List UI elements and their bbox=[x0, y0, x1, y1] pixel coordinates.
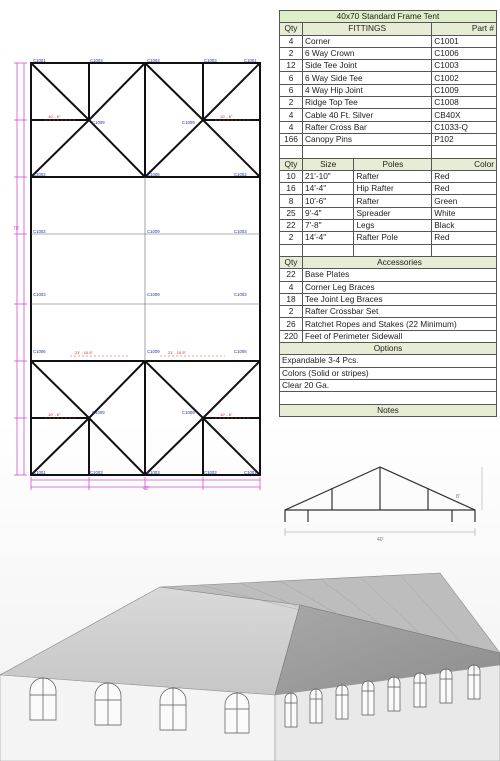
option-row bbox=[280, 379, 497, 391]
fitting-part: CB40X bbox=[432, 109, 497, 121]
pole-qty: 25 bbox=[280, 207, 303, 219]
accessory-qty: 220 bbox=[280, 330, 303, 342]
fitting-label: C1002 bbox=[33, 172, 46, 177]
spec-table bbox=[279, 10, 497, 417]
pole-name: Rafter bbox=[354, 170, 432, 182]
fitting-part: C1008 bbox=[432, 97, 497, 109]
fitting-qty: 166 bbox=[280, 133, 303, 145]
frame-plan-drawing bbox=[0, 0, 270, 490]
option-name: Colors (Solid or stripes) bbox=[280, 367, 497, 379]
fitting-name: 6 Way Side Tee bbox=[303, 72, 432, 84]
accessory-row bbox=[280, 281, 497, 293]
pole-length-label: 21' - 10.5" bbox=[75, 350, 93, 355]
fitting-part: C1006 bbox=[432, 47, 497, 59]
fitting-label: C1003 bbox=[90, 470, 103, 475]
arched-window bbox=[468, 665, 480, 699]
fitting-label: C1003 bbox=[204, 58, 217, 63]
fitting-label: C1009 bbox=[182, 410, 195, 415]
width-dimension-label: 40' bbox=[143, 486, 150, 490]
poles-header: Poles bbox=[354, 158, 432, 170]
arched-window bbox=[336, 685, 348, 719]
fitting-label: C1009 bbox=[147, 229, 160, 234]
fitting-row bbox=[280, 47, 497, 59]
fittings-header: FITTINGS bbox=[303, 23, 432, 35]
fitting-label: C1001 bbox=[33, 58, 46, 63]
fitting-label: C1003 bbox=[90, 58, 103, 63]
fitting-part: C1001 bbox=[432, 35, 497, 47]
pole-name: Hip Rafter bbox=[354, 183, 432, 195]
side-elevation-drawing bbox=[280, 462, 490, 552]
arched-window bbox=[414, 673, 426, 707]
accessory-qty: 4 bbox=[280, 281, 303, 293]
fitting-label: C1009 bbox=[147, 349, 160, 354]
option-row bbox=[280, 355, 497, 367]
pole-length-label: 10' - 6" bbox=[48, 412, 61, 417]
fitting-label: C1006 bbox=[147, 172, 160, 177]
fitting-label: C1003 bbox=[147, 470, 160, 475]
pole-color: White bbox=[432, 207, 497, 219]
fitting-name: Rafter Cross Bar bbox=[303, 121, 432, 133]
arched-window bbox=[30, 678, 56, 720]
pole-size: 9'-4" bbox=[303, 207, 354, 219]
fitting-name: 4 Way Hip Joint bbox=[303, 84, 432, 96]
accessory-qty: 18 bbox=[280, 293, 303, 305]
fitting-name: Ridge Top Tee bbox=[303, 97, 432, 109]
pole-length-label: 10' - 6" bbox=[48, 114, 61, 119]
pole-color: Red bbox=[432, 183, 497, 195]
fitting-part: C1003 bbox=[432, 60, 497, 72]
pole-name: Spreader bbox=[354, 207, 432, 219]
arched-window bbox=[388, 677, 400, 711]
pole-qty: 2 bbox=[280, 232, 303, 244]
fitting-label: C1001 bbox=[244, 470, 257, 475]
accessory-row bbox=[280, 330, 497, 342]
arched-window bbox=[225, 693, 249, 733]
fitting-row bbox=[280, 97, 497, 109]
pole-size: 14'-4" bbox=[303, 183, 354, 195]
fitting-label: C1009 bbox=[182, 120, 195, 125]
fitting-part: C1002 bbox=[432, 72, 497, 84]
poles-color-header: Color bbox=[432, 158, 497, 170]
part-header: Part # bbox=[432, 23, 497, 35]
fitting-label: C1006 bbox=[234, 349, 247, 354]
fitting-label: C1009 bbox=[92, 410, 105, 415]
length-dimension-label: 70' bbox=[13, 226, 20, 232]
option-row bbox=[280, 367, 497, 379]
fittings-qty-header: Qty bbox=[280, 23, 303, 35]
fitting-label: C1003 bbox=[204, 470, 217, 475]
fitting-label: C1009 bbox=[147, 292, 160, 297]
fitting-qty: 12 bbox=[280, 60, 303, 72]
fitting-label: C1001 bbox=[244, 58, 257, 63]
fitting-part: C1009 bbox=[432, 84, 497, 96]
options-header: Options bbox=[280, 343, 497, 355]
pole-qty: 16 bbox=[280, 183, 303, 195]
accessory-qty: 2 bbox=[280, 306, 303, 318]
fitting-row bbox=[280, 35, 497, 47]
accessory-name: Rafter Crossbar Set bbox=[303, 306, 497, 318]
accessories-list bbox=[280, 269, 497, 343]
fitting-name: Side Tee Joint bbox=[303, 60, 432, 72]
notes-header: Notes bbox=[280, 404, 497, 416]
pole-length-label: 10' - 6" bbox=[220, 412, 233, 417]
fitting-label: C1003 bbox=[234, 292, 247, 297]
arched-window bbox=[362, 681, 374, 715]
poles-qty-header: Qty bbox=[280, 158, 303, 170]
fitting-row bbox=[280, 72, 497, 84]
pole-color: Red bbox=[432, 170, 497, 182]
poles-size-header: Size bbox=[303, 158, 354, 170]
fitting-label: C1003 bbox=[33, 229, 46, 234]
fitting-label: C1001 bbox=[33, 470, 46, 475]
fitting-row bbox=[280, 121, 497, 133]
fitting-qty: 6 bbox=[280, 84, 303, 96]
fitting-row bbox=[280, 84, 497, 96]
fitting-qty: 4 bbox=[280, 35, 303, 47]
fitting-label: C1003 bbox=[234, 229, 247, 234]
pole-length-labels bbox=[48, 114, 233, 417]
pole-callouts bbox=[45, 120, 250, 418]
accessory-row bbox=[280, 269, 497, 281]
fitting-name: Cable 40 Ft. Silver bbox=[303, 109, 432, 121]
option-name: Clear 20 Ga. bbox=[280, 379, 497, 391]
accessory-name: Base Plates bbox=[303, 269, 497, 281]
pole-qty: 10 bbox=[280, 170, 303, 182]
pole-color: Black bbox=[432, 220, 497, 232]
arched-window bbox=[440, 669, 452, 703]
accessory-qty: 26 bbox=[280, 318, 303, 330]
accessory-name: Feet of Perimeter Sidewall bbox=[303, 330, 497, 342]
pole-size: 21'-10" bbox=[303, 170, 354, 182]
pole-name: Rafter bbox=[354, 195, 432, 207]
pole-qty: 22 bbox=[280, 220, 303, 232]
fitting-name: 6 Way Crown bbox=[303, 47, 432, 59]
fitting-qty: 4 bbox=[280, 121, 303, 133]
accessory-row bbox=[280, 293, 497, 305]
pole-row bbox=[280, 195, 497, 207]
arched-window bbox=[95, 683, 121, 725]
fitting-row bbox=[280, 60, 497, 72]
accessory-qty: 22 bbox=[280, 269, 303, 281]
fitting-qty: 4 bbox=[280, 109, 303, 121]
arched-window bbox=[285, 693, 297, 727]
accessory-name: Ratchet Ropes and Stakes (22 Minimum) bbox=[303, 318, 497, 330]
pole-row bbox=[280, 170, 497, 182]
accessory-row bbox=[280, 318, 497, 330]
pole-color: Green bbox=[432, 195, 497, 207]
fitting-part: C1033-Q bbox=[432, 121, 497, 133]
pole-length-label: 21' - 10.5" bbox=[168, 350, 186, 355]
accessory-name: Tee Joint Leg Braces bbox=[303, 293, 497, 305]
fitting-qty: 6 bbox=[280, 72, 303, 84]
pole-row bbox=[280, 220, 497, 232]
pole-row bbox=[280, 207, 497, 219]
pole-color: Red bbox=[432, 232, 497, 244]
fitting-label: C1002 bbox=[234, 172, 247, 177]
fitting-part: P102 bbox=[432, 133, 497, 145]
fitting-label: C1003 bbox=[147, 58, 160, 63]
fittings-list bbox=[280, 35, 497, 146]
side-height-label: 8' bbox=[456, 494, 460, 500]
acc-qty-header: Qty bbox=[280, 256, 303, 268]
accessory-row bbox=[280, 306, 497, 318]
arched-window bbox=[310, 689, 322, 723]
fitting-name: Corner bbox=[303, 35, 432, 47]
poles-list bbox=[280, 170, 497, 244]
pole-size: 7'-8" bbox=[303, 220, 354, 232]
accessories-header: Accessories bbox=[303, 256, 497, 268]
pole-size: 10'-6" bbox=[303, 195, 354, 207]
tent-3d-render bbox=[0, 565, 500, 761]
accessory-name: Corner Leg Braces bbox=[303, 281, 497, 293]
pole-row bbox=[280, 183, 497, 195]
pole-length-label: 10' - 6" bbox=[220, 114, 233, 119]
pole-name: Legs bbox=[354, 220, 432, 232]
fitting-name: Canopy Pins bbox=[303, 133, 432, 145]
arched-window bbox=[160, 688, 186, 730]
fitting-label: C1003 bbox=[33, 292, 46, 297]
spec-title: 40x70 Standard Frame Tent bbox=[280, 11, 497, 23]
pole-size: 14'-4" bbox=[303, 232, 354, 244]
fitting-qty: 2 bbox=[280, 47, 303, 59]
option-name: Expandable 3-4 Pcs. bbox=[280, 355, 497, 367]
fitting-row bbox=[280, 109, 497, 121]
pole-row bbox=[280, 232, 497, 244]
options-list bbox=[280, 355, 497, 392]
fitting-label: C1009 bbox=[92, 120, 105, 125]
fitting-label: C1006 bbox=[33, 349, 46, 354]
dimension-lines bbox=[14, 63, 260, 490]
side-width-label: 40' bbox=[377, 537, 384, 543]
pole-name: Rafter Pole bbox=[354, 232, 432, 244]
fitting-row bbox=[280, 133, 497, 145]
pole-qty: 8 bbox=[280, 195, 303, 207]
spreader-lines bbox=[31, 177, 260, 361]
fitting-qty: 2 bbox=[280, 97, 303, 109]
